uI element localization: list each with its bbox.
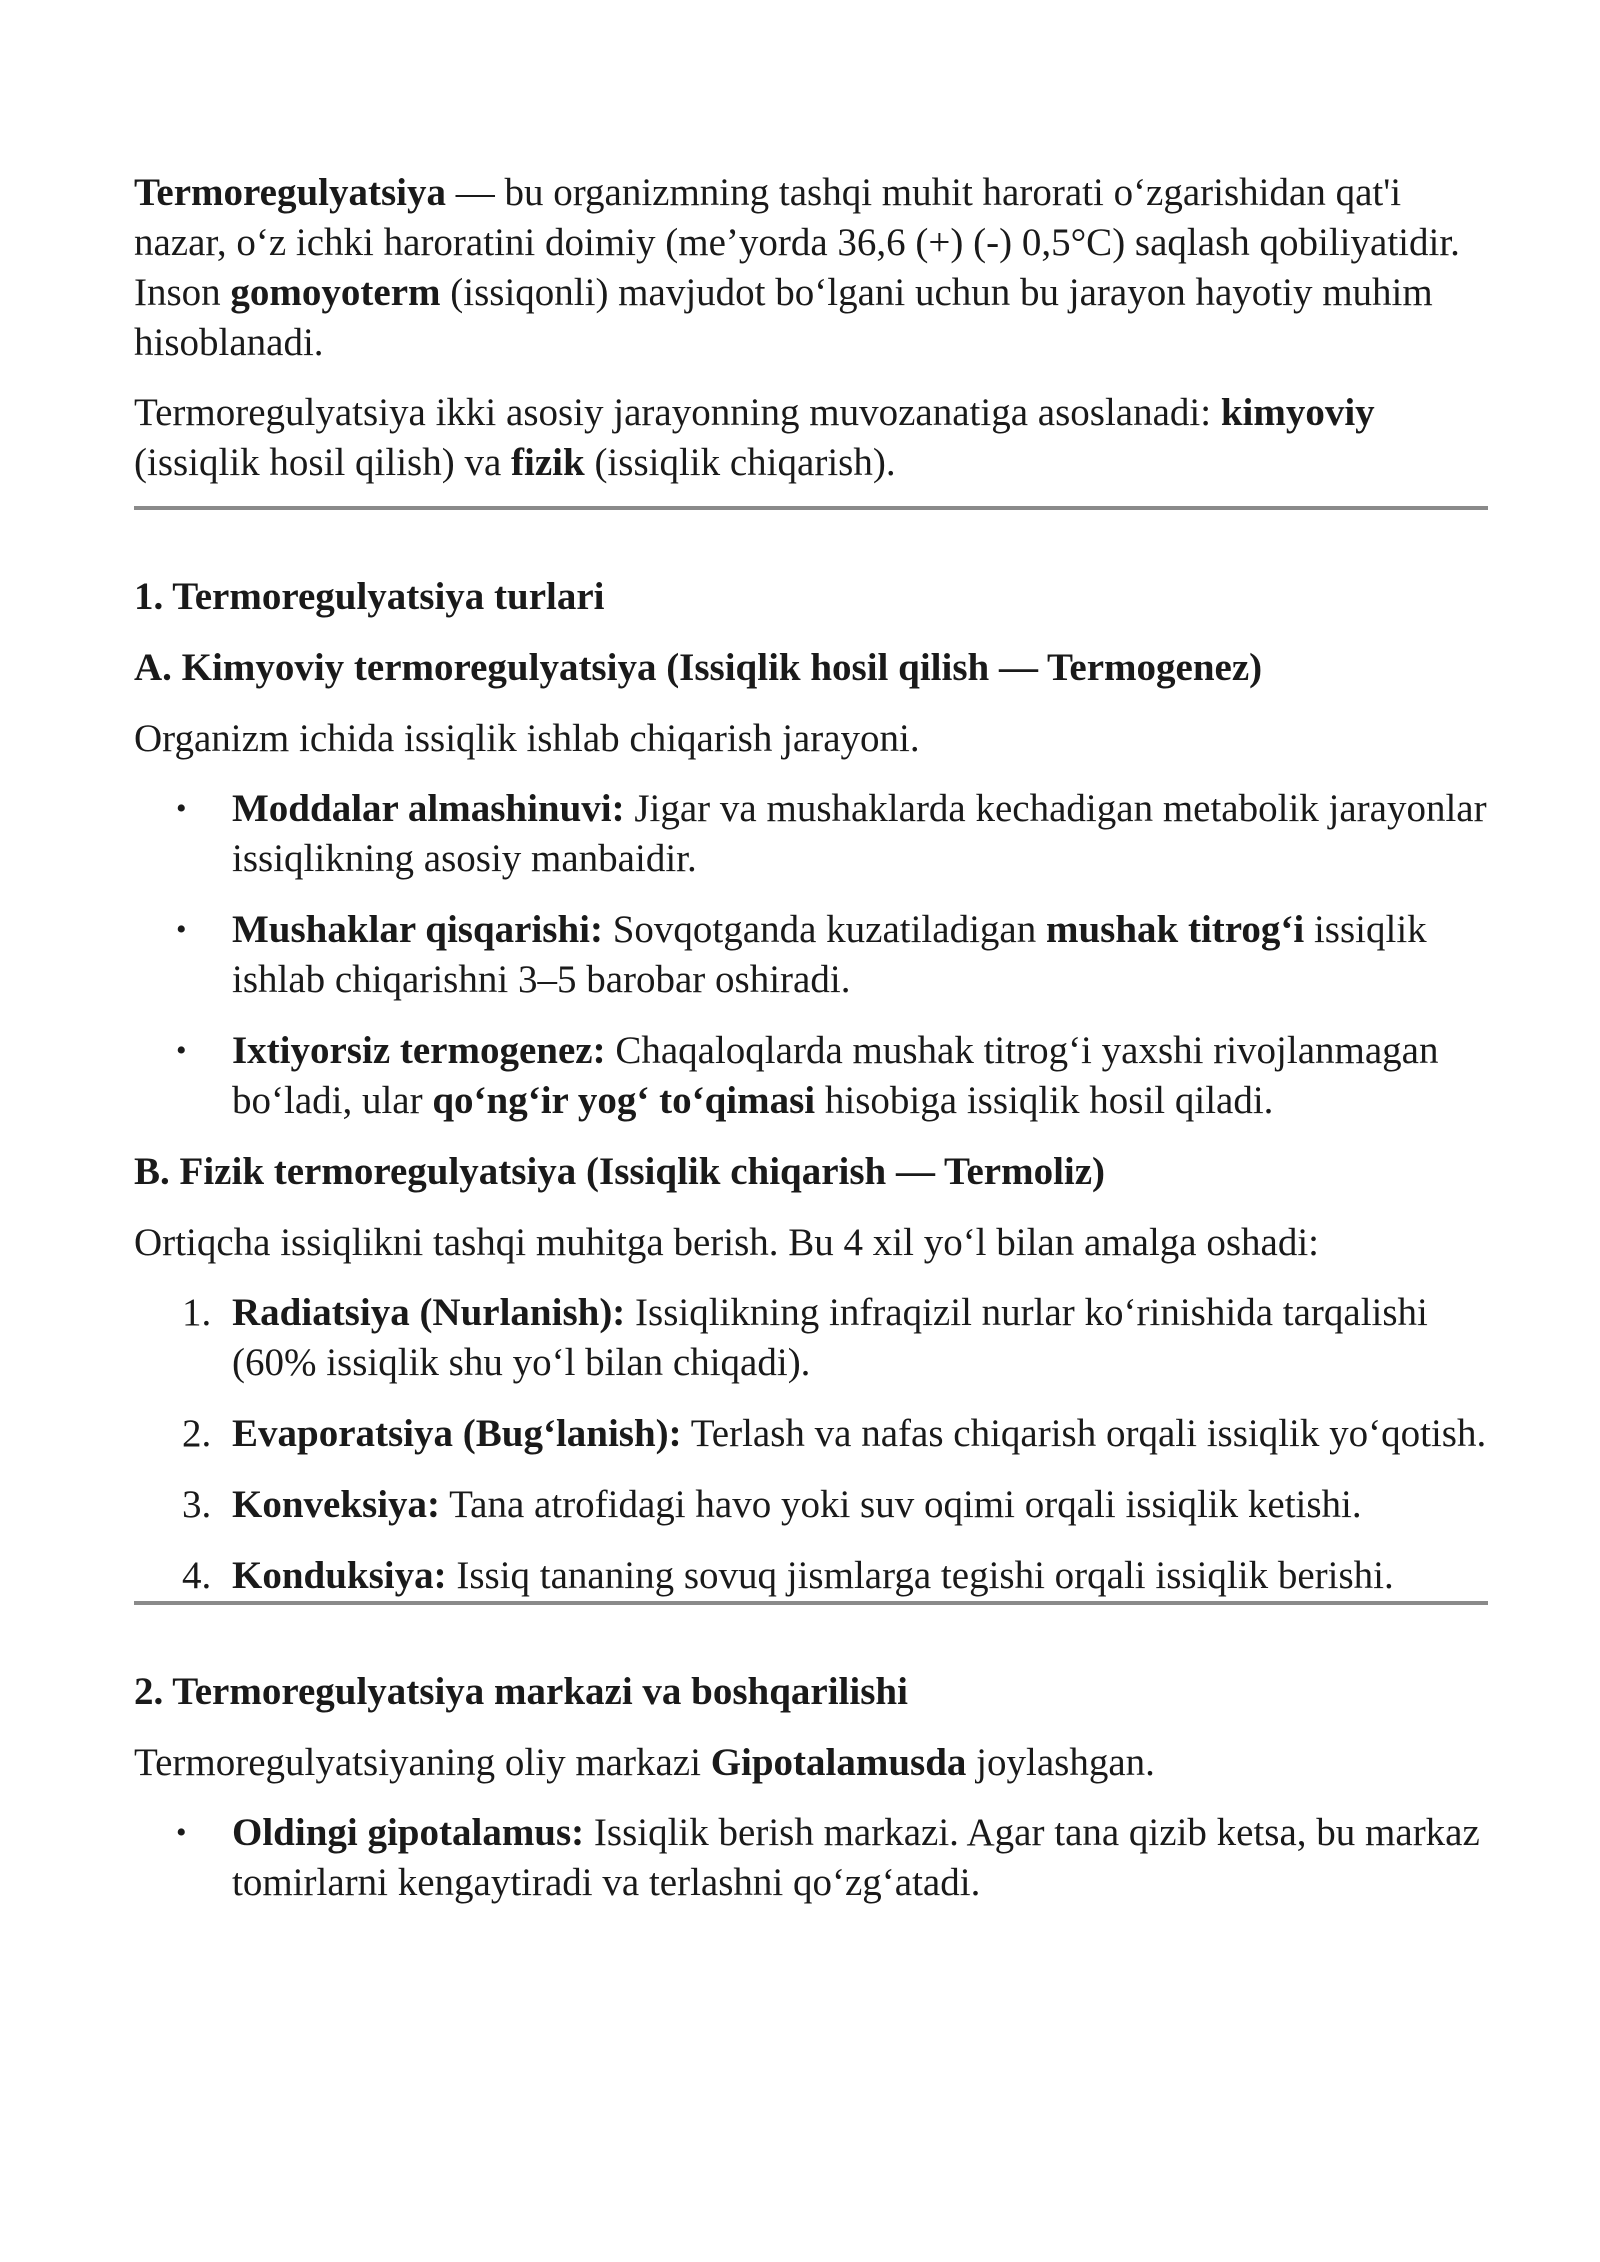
subsection-b-list [134, 1288, 1490, 1601]
term-fizik: fizik [511, 441, 585, 484]
subsection-a-list [134, 784, 1490, 1126]
list-item: 3. Konveksiya: Tana atrofidagi havo yoki suv oqimi orqali issiqlik ketishi. [182, 1483, 1362, 1526]
intro-paragraph: Termoregulyatsiya — bu organizmning tashqi muhit harorati o‘zgarishidan qat'i nazar, o‘z ichki haroratini doimiy (me’yorda 36,6 (+) (-) 0,5°C) saqlash qobiliyatidir. Inson gomoyoterm (issiqonli) mavjudot bo‘lgani uchun bu jarayon hayotiy muhim hisoblanadi. [134, 171, 1460, 364]
section-2-list [134, 1808, 1490, 1908]
subsection-a-heading: A. Kimyoviy termoregulyatsiya (Issiqlik hosil qilish — Termogenez) [134, 646, 1263, 689]
list-item: 1. Radiatsiya (Nurlanish): Issiqlikning infraqizil nurlar ko‘rinishida tarqalishi (60% issiqlik shu yo‘l bilan chiqadi). [182, 1291, 1428, 1384]
list-item: • Mushaklar qisqarishi: Sovqotganda kuzatiladigan mushak titrog‘i issiqlik ishlab chiqarishni 3–5 barobar oshiradi. [134, 905, 1490, 1005]
subsection-b-lead: Ortiqcha issiqlikni tashqi muhitga berish. Bu 4 xil yo‘l bilan amalga oshadi: [134, 1221, 1320, 1264]
document-page [134, 168, 1490, 1908]
bullet-icon: • [176, 792, 187, 825]
section-2-lead: Termoregulyatsiyaning oliy markazi Gipotalamusda joylashgan. [134, 1741, 1155, 1784]
list-item: 2. Evaporatsiya (Bug‘lanish): Terlash va nafas chiqarish orqali issiqlik yo‘qotish. [182, 1412, 1487, 1455]
bullet-icon: • [176, 1816, 187, 1849]
bullet-icon: • [176, 1034, 187, 1067]
term-termoregulyatsiya: Termoregulyatsiya [134, 171, 446, 214]
term-kimyoviy: kimyoviy [1220, 391, 1375, 434]
term-gomoyoterm: gomoyoterm [230, 271, 441, 314]
section-1-heading: 1. Termoregulyatsiya turlari [134, 575, 605, 618]
bullet-icon: • [176, 913, 187, 946]
subsection-a-lead: Organizm ichida issiqlik ishlab chiqarish jarayoni. [134, 717, 920, 760]
list-item: • Ixtiyorsiz termogenez: Chaqaloqlarda mushak titrog‘i yaxshi rivojlanmagan bo‘ladi, ular qo‘ng‘ir yog‘ to‘qimasi hisobiga issiqlik hosil qiladi. [134, 1026, 1490, 1126]
list-item: • Oldingi gipotalamus: Issiqlik berish markazi. Agar tana qizib ketsa, bu markaz tomirlarni kengaytiradi va terlashni qo‘zg‘atadi. [134, 1808, 1490, 1908]
divider-2 [134, 1601, 1488, 1605]
list-item: 4. Konduksiya: Issiq tananing sovuq jismlarga tegishi orqali issiqlik berishi. [182, 1554, 1394, 1597]
list-item: • Moddalar almashinuvi: Jigar va mushaklarda kechadigan metabolik jarayonlar issiqlikning asosiy manbaidir. [134, 784, 1490, 884]
divider-1 [134, 506, 1488, 510]
intro-paragraph-2: Termoregulyatsiya ikki asosiy jarayonning muvozanatiga asoslanadi: kimyoviy (issiqlik hosil qilish) va fizik (issiqlik chiqarish). [134, 391, 1375, 484]
subsection-b-heading: B. Fizik termoregulyatsiya (Issiqlik chiqarish — Termoliz) [134, 1150, 1106, 1193]
term-gipotalamus: Gipotalamusda [710, 1741, 967, 1784]
section-2-heading: 2. Termoregulyatsiya markazi va boshqarilishi [134, 1670, 908, 1713]
